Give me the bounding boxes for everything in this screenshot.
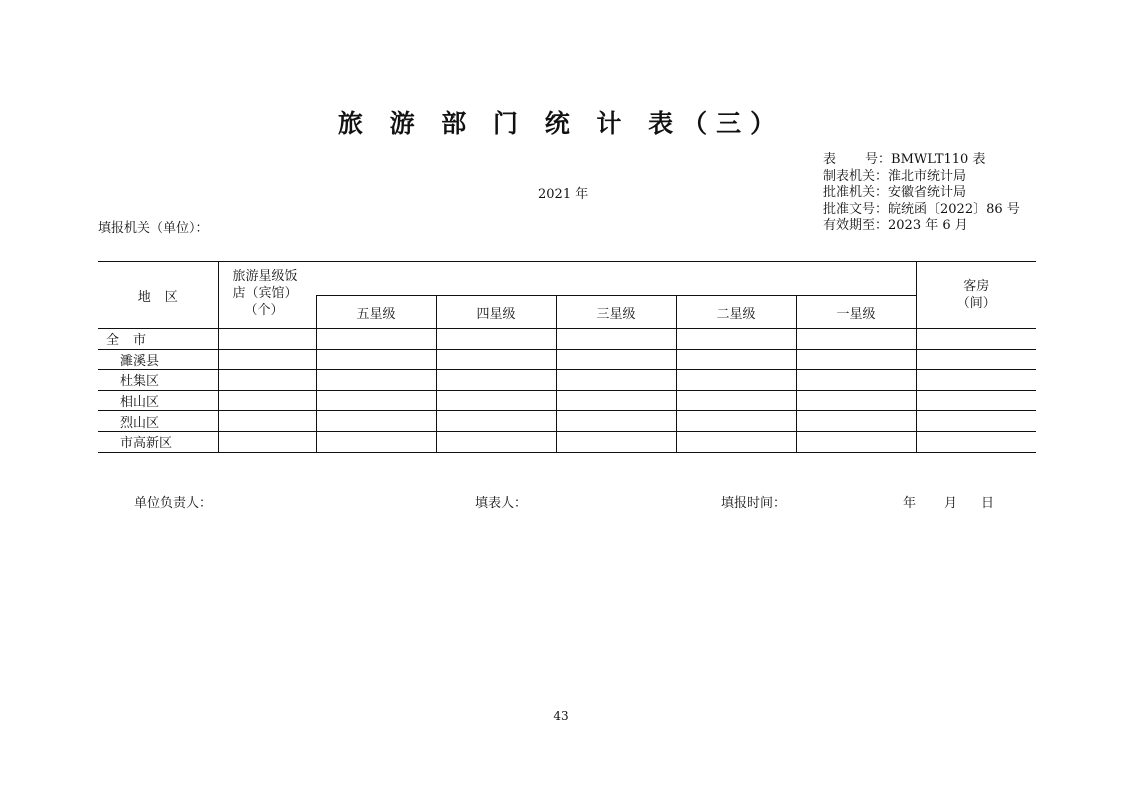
data-cell[interactable] (556, 329, 676, 350)
data-cell[interactable] (556, 411, 676, 432)
form-metadata (823, 152, 1020, 235)
one-star-header: 一星级 (796, 296, 916, 329)
data-cell[interactable] (556, 431, 676, 452)
table-row (98, 411, 1036, 432)
rooms-header-line1: 客房 (963, 279, 990, 294)
meta-approving-authority (823, 185, 1020, 202)
meta-label: 制表机关： (823, 168, 889, 184)
table-row (98, 349, 1036, 370)
region-cell: 市高新区 (98, 431, 218, 452)
region-column-header: 地区 (98, 262, 218, 329)
data-cell[interactable] (796, 431, 916, 452)
data-cell[interactable] (916, 390, 1036, 411)
data-cell[interactable] (556, 370, 676, 391)
meta-label: 批准机关： (823, 185, 889, 200)
meta-label: 有效期至： (823, 218, 889, 233)
meta-label: 表号： (823, 152, 892, 167)
data-cell[interactable] (218, 390, 316, 411)
data-cell[interactable] (676, 329, 796, 350)
meta-value: BMWLT110 表 (891, 152, 986, 167)
data-cell[interactable] (316, 349, 436, 370)
star-grade-group-header (316, 262, 916, 296)
data-cell[interactable] (916, 329, 1036, 350)
fill-date (903, 492, 994, 511)
region-cell: 烈山区 (98, 411, 218, 432)
data-cell[interactable] (436, 431, 556, 452)
table-row (98, 431, 1036, 452)
rooms-column-header (916, 262, 1036, 329)
data-cell[interactable] (916, 370, 1036, 391)
filled-by-label: 填表人： (475, 496, 528, 511)
meta-value: 2023 年 6 月 (888, 218, 968, 233)
data-cell[interactable] (916, 431, 1036, 452)
star-hotel-header-line2: 店（宾馆） (232, 286, 298, 301)
page-title: 旅 游 部 门 统 计 表（三） (337, 109, 785, 138)
data-cell[interactable] (556, 390, 676, 411)
data-cell[interactable] (218, 349, 316, 370)
region-cell: 全市 (98, 329, 218, 350)
data-cell[interactable] (916, 411, 1036, 432)
star-hotel-header-line3: （个） (244, 303, 284, 318)
data-cell[interactable] (316, 411, 436, 432)
data-cell[interactable] (916, 349, 1036, 370)
data-cell[interactable] (316, 390, 436, 411)
table-row (98, 370, 1036, 391)
meta-approval-number (823, 202, 1020, 219)
meta-value: 皖统函〔2022〕86 号 (888, 201, 1020, 217)
data-cell[interactable] (436, 390, 556, 411)
table-row (98, 329, 1036, 350)
data-cell[interactable] (676, 370, 796, 391)
data-cell[interactable] (436, 329, 556, 350)
data-cell[interactable] (218, 411, 316, 432)
data-cell[interactable] (796, 411, 916, 432)
data-cell[interactable] (556, 349, 676, 370)
fill-time-label: 填报时间： (721, 496, 787, 511)
data-cell[interactable] (436, 349, 556, 370)
star-hotel-header-line1: 旅游星级饭 (232, 269, 298, 284)
meta-value: 安徽省统计局 (888, 185, 967, 200)
region-cell: 濉溪县 (98, 349, 218, 370)
date-day-label: 日 (981, 496, 995, 511)
star-hotel-column-header (218, 262, 316, 329)
meta-form-number (823, 152, 1020, 169)
report-year: 2021 年 (538, 187, 589, 202)
data-cell[interactable] (316, 329, 436, 350)
data-cell[interactable] (316, 431, 436, 452)
region-cell: 相山区 (98, 390, 218, 411)
meta-label: 批准文号： (823, 201, 889, 217)
data-cell[interactable] (676, 431, 796, 452)
data-cell[interactable] (218, 329, 316, 350)
meta-valid-until (823, 218, 1020, 235)
data-cell[interactable] (676, 411, 796, 432)
region-cell: 杜集区 (98, 370, 218, 391)
filling-unit-label: 填报机关（单位）： (98, 221, 209, 236)
three-star-header: 三星级 (556, 296, 676, 329)
table-row (98, 390, 1036, 411)
data-cell[interactable] (676, 390, 796, 411)
statistics-table (98, 261, 1036, 453)
meta-issuing-authority (823, 169, 1020, 186)
five-star-header: 五星级 (316, 296, 436, 329)
page-number: 43 (553, 709, 569, 723)
unit-head-label: 单位负责人： (134, 496, 213, 511)
data-cell[interactable] (796, 370, 916, 391)
data-cell[interactable] (436, 370, 556, 391)
data-cell[interactable] (676, 349, 796, 370)
four-star-header: 四星级 (436, 296, 556, 329)
rooms-header-line2: （间） (956, 296, 996, 311)
data-cell[interactable] (218, 431, 316, 452)
meta-value: 淮北市统计局 (888, 168, 967, 184)
data-cell[interactable] (796, 349, 916, 370)
two-star-header: 二星级 (676, 296, 796, 329)
date-month-label: 月 (944, 496, 958, 511)
date-year-label: 年 (903, 496, 917, 511)
data-cell[interactable] (218, 370, 316, 391)
data-cell[interactable] (436, 411, 556, 432)
data-cell[interactable] (796, 390, 916, 411)
data-cell[interactable] (316, 370, 436, 391)
data-cell[interactable] (796, 329, 916, 350)
